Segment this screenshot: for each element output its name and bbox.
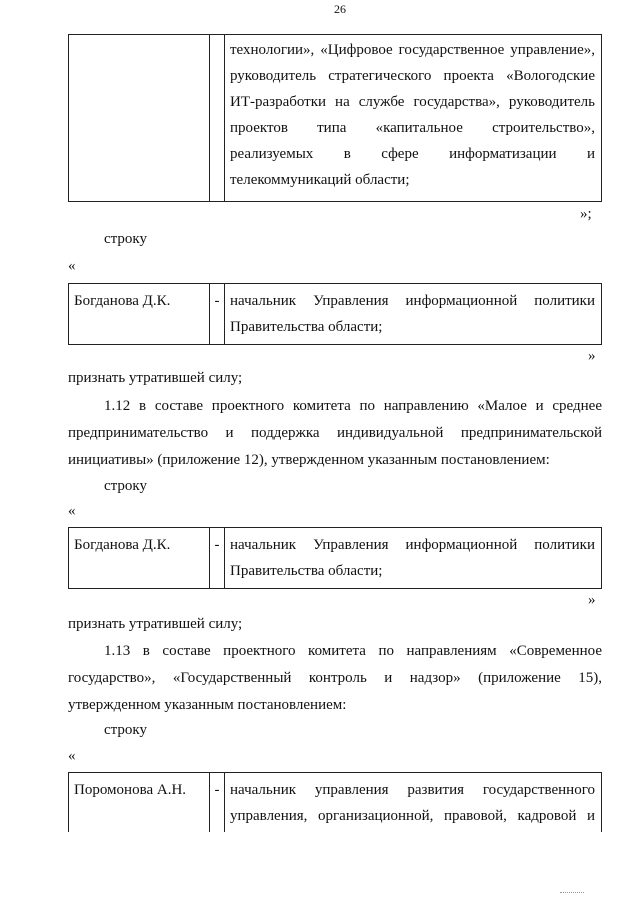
paragraph-1-13-line: утвержденном указанным постановлением: xyxy=(68,697,347,713)
page-number: 26 xyxy=(334,2,346,16)
dash: - xyxy=(214,293,220,309)
table-row-poromonova xyxy=(68,772,602,832)
person-name: Богданова Д.К. xyxy=(74,293,171,309)
position-line: начальник Управления информационной политики xyxy=(230,293,595,309)
table-row-bogdanova-1 xyxy=(68,283,602,345)
stroku-label: строку xyxy=(104,722,147,738)
table-continued-dash-cell xyxy=(210,35,225,202)
opening-quote: « xyxy=(68,258,76,274)
paragraph-1-12-line: инициативы» (приложение 12), утвержденном указанным постановлением: xyxy=(68,452,550,468)
paragraph-1-12-line: предпринимательство и поддержка индивидуальной предпринимательской xyxy=(68,425,602,441)
person-name: Богданова Д.К. xyxy=(74,537,171,553)
stroku-label: строку xyxy=(104,231,147,247)
invalid-text: признать утратившей силу; xyxy=(68,616,243,632)
table-line: руководитель стратегического проекта «Вологодские xyxy=(230,68,595,84)
position-line: Правительства области; xyxy=(230,319,383,335)
position-line: начальник управления развития государственного xyxy=(230,782,595,798)
table-line: ИТ-разработки на службе государства», руководитель xyxy=(230,94,595,110)
paragraph-1-12-line: 1.12 в составе проектного комитета по направлению «Малое и среднее xyxy=(104,398,602,414)
table-line: проектов типа «капитальное строительство», xyxy=(230,120,595,136)
stroku-label: строку xyxy=(104,478,147,494)
paragraph-1-13-line: 1.13 в составе проектного комитета по направлениям «Современное xyxy=(104,643,602,659)
table-line: телекоммуникаций области; xyxy=(230,172,410,188)
person-name: Поромонова А.Н. xyxy=(74,782,187,798)
position-line: управления, организационной, правовой, кадровой и xyxy=(230,808,595,824)
table-line: реализуемых в сфере информатизации и xyxy=(230,146,595,162)
table-line: технологии», «Цифровое государственное управление», xyxy=(230,42,595,58)
paragraph-1-13-line: государство», «Государственный контроль и надзор» (приложение 15), xyxy=(68,670,602,686)
table-row-bogdanova-2 xyxy=(68,527,602,589)
closing-quote: »; xyxy=(580,206,592,222)
opening-quote: « xyxy=(68,748,76,764)
dash: - xyxy=(214,537,220,553)
closing-quote: » xyxy=(588,592,596,608)
closing-quote: » xyxy=(588,348,596,364)
scan-artifact xyxy=(560,892,584,896)
invalid-text: признать утратившей силу; xyxy=(68,370,243,386)
position-line: начальник Управления информационной политики xyxy=(230,537,595,553)
table-continued-name-cell xyxy=(69,35,210,202)
position-line: Правительства области; xyxy=(230,563,383,579)
dash: - xyxy=(214,782,220,798)
opening-quote: « xyxy=(68,503,76,519)
table-continued-text-cell xyxy=(225,35,602,202)
table-continued xyxy=(68,34,602,202)
